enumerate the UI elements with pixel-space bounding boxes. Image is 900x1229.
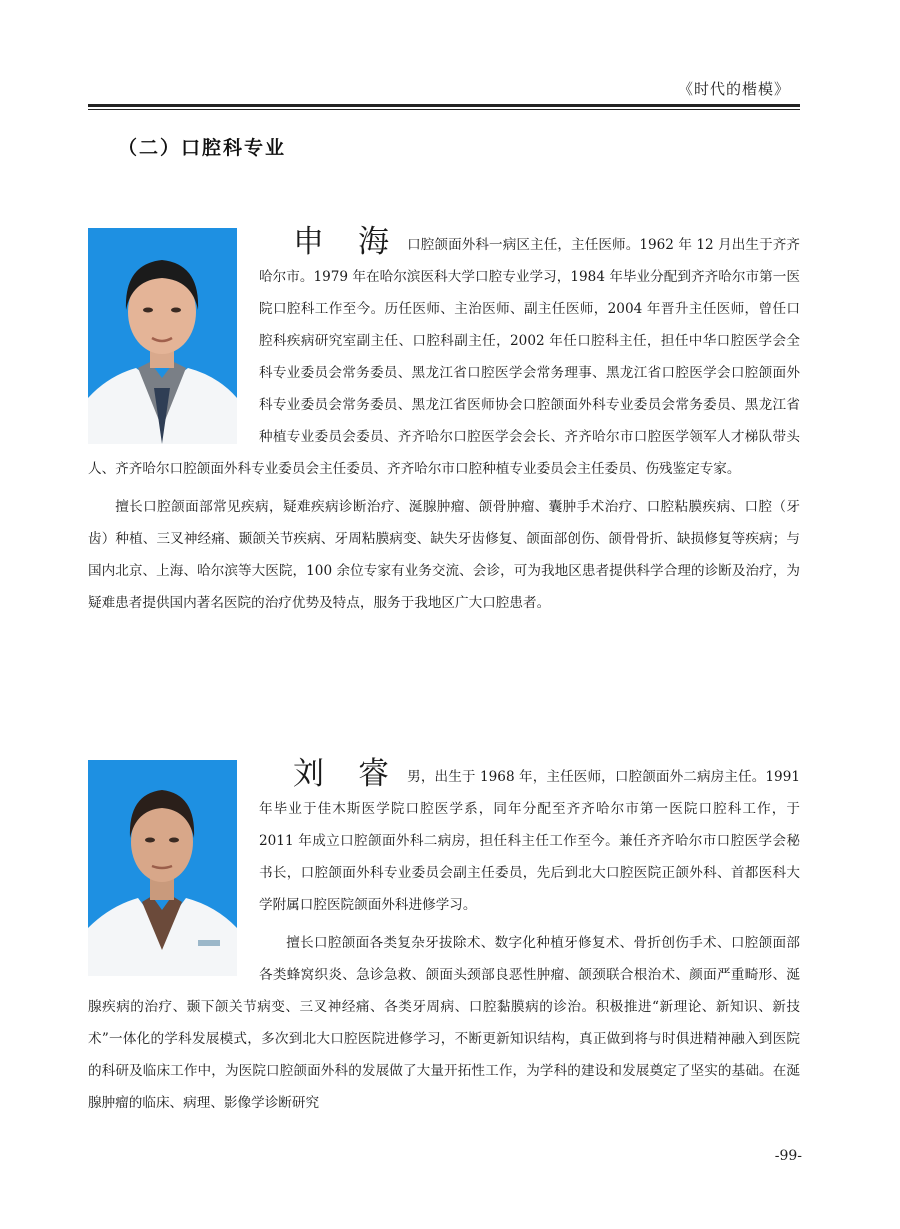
profile-shen-hai (88, 226, 800, 619)
header-rule-thick (88, 104, 800, 107)
doctor-name: 刘 睿 (293, 756, 402, 792)
section-title: （二）口腔科专业 (118, 137, 287, 159)
profile-expertise: 擅长口腔颌面部常见疾病，疑难疾病诊断治疗、涎腺肿瘤、颌骨肿瘤、囊肿手术治疗、口腔粘膜疾病、口腔（牙齿）种植、三叉神经痛、颞颌关节疾病、牙周粘膜病变、缺失牙齿修复、颌面部创伤、颌骨骨折、缺损修复等疾病；与国内北京、上海、哈尔滨等大医院，100 余位专家有业务交流、会诊，可为我地区患者提供科学合理的诊断及治疗，为疑难患者提供国内著名医院的治疗优势及特点，服务于我地区广大口腔患者。 (88, 499, 800, 611)
portrait-photo-liu-rui (88, 760, 237, 976)
profile-intro-text: 男，出生于 1968 年，主任医师，口腔颌面外二病房主任。1991 年毕业于佳木斯医学院口腔医学系，同年分配至齐齐哈尔市第一医院口腔科工作，于 2011 年成立口腔颌面外科二病房，担任科主任工作至今。兼任齐齐哈尔市口腔医学会秘书长，口腔颌面外科专业委员会副主任委员，先后到北大口腔医院正颌外科、首都医科大学附属口腔医院颌面外科进修学习。 (259, 769, 800, 913)
page-number: -99- (774, 1148, 802, 1164)
profile-expertise: 擅长口腔颌面各类复杂牙拔除术、数字化种植牙修复术、骨折创伤手术、口腔颌面部各类蜂窝织炎、急诊急救、颌面头颈部良恶性肿瘤、颌颈联合根治术、颜面严重畸形、涎腺疾病的治疗、颞下颌关节病变、三叉神经痛、各类牙周病、口腔黏膜病的诊治。积极推进“新理论、新知识、新技术”一体化的学科发展模式，多次到北大口腔医院进修学习，不断更新知识结构，真正做到将与时俱进精神融入到医院的科研及临床工作中，为医院口腔颌面外科的发展做了大量开拓性工作，为学科的建设和发展奠定了坚实的基础。在涎腺肿瘤的临床、病理、影像学诊断研究 (88, 935, 800, 1111)
doctor-name: 申 海 (293, 224, 402, 260)
profile-intro-text: 口腔颌面外科一病区主任，主任医师。1962 年 12 月出生于齐齐哈尔市。1979 年在哈尔滨医科大学口腔专业学习，1984 年毕业分配到齐齐哈尔市第一医院口腔科工作至今。历任医师、主治医师、副主任医师，2004 年晋升主任医师，曾任口腔科疾病研究室副主任、口腔科副主任，2002 年任口腔科主任，担任中华口腔医学会全科专业委员会常务委员、黑龙江省口腔医学会常务理事、黑龙江省口腔医学会口腔颌面外科专业委员会常务委员、黑龙江省医师协会口腔颌面外科专业委员会常务委员、黑龙江省种植专业委员会委员、齐齐哈尔口腔医学会会长、齐齐哈尔市口腔医学领军人才梯队带头人、齐齐哈尔口腔颌面外科专业委员会主任委员、齐齐哈尔市口腔种植专业委员会主任委员、伤残鉴定专家。 (88, 237, 801, 477)
profile-liu-rui (88, 758, 800, 1119)
portrait-photo-shen-hai (88, 228, 237, 444)
book-title: 《时代的楷模》 (677, 80, 790, 98)
header-rule-thin (88, 109, 800, 110)
